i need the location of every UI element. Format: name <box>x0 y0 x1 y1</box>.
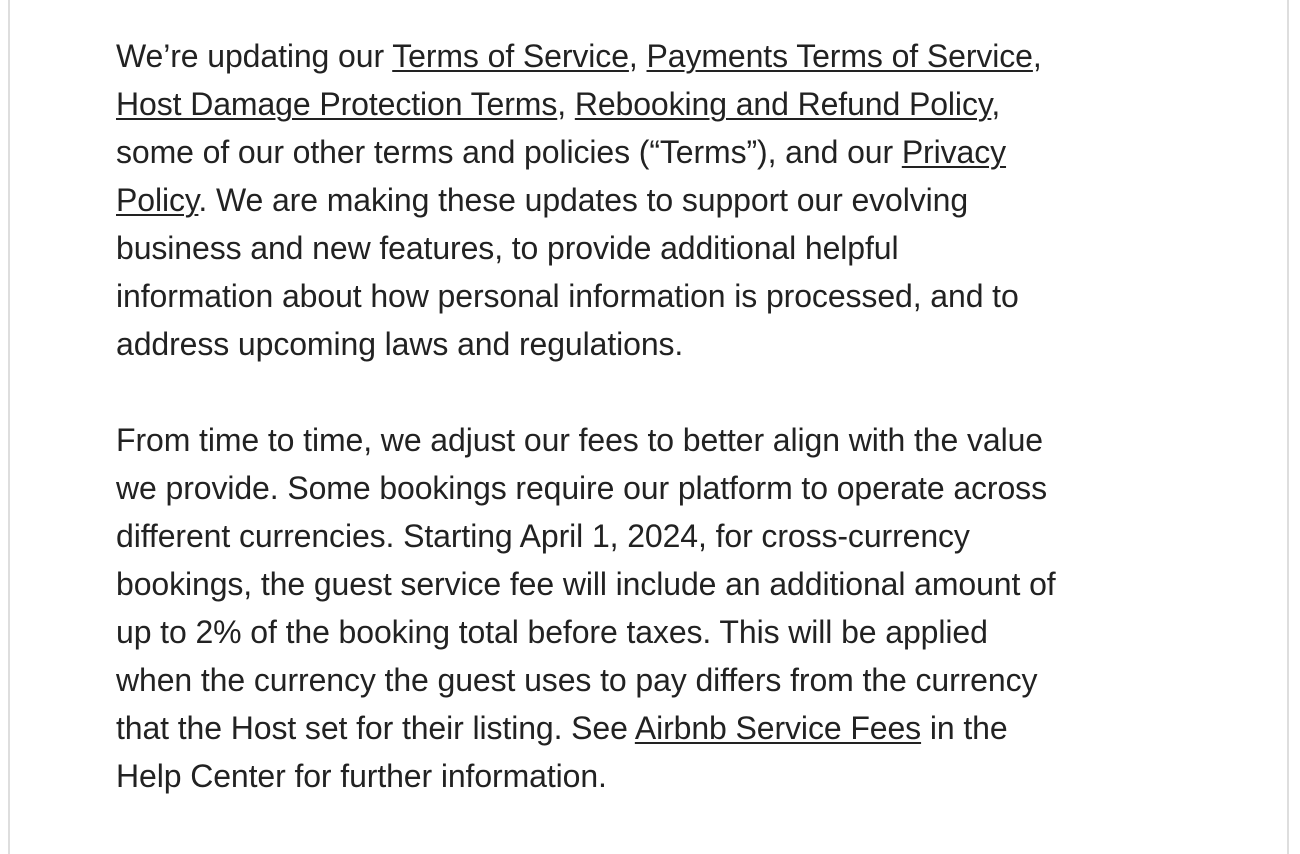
paragraph-fees <box>116 416 1056 800</box>
privacy-policy-link[interactable]: Policy <box>116 182 199 218</box>
email-body-frame <box>8 0 1289 854</box>
privacy-policy-link[interactable]: Privacy <box>901 134 1007 170</box>
email-content <box>116 32 1056 800</box>
text: , <box>557 86 575 122</box>
terms-of-service-link[interactable]: Terms of Service <box>392 38 629 74</box>
rebooking-refund-policy-link[interactable]: Rebooking and Refund Policy <box>574 86 992 122</box>
text-line: business and new features, to provide additional helpful <box>116 230 899 266</box>
paragraph-gap <box>116 368 1056 416</box>
text-line: different currencies. Starting April 1, 2024, for cross-currency <box>116 518 970 554</box>
text-line: we provide. Some bookings require our platform to operate across <box>116 470 1047 506</box>
text-line: Help Center for further information. <box>116 758 607 794</box>
text-line: address upcoming laws and regulations. <box>116 326 684 362</box>
payments-terms-link[interactable]: Payments Terms of Service <box>646 38 1033 74</box>
text: in the <box>921 710 1008 746</box>
text: We’re updating our <box>116 38 393 74</box>
airbnb-service-fees-link[interactable]: Airbnb Service Fees <box>634 710 922 746</box>
text: . We are making these updates to support our evolving <box>198 182 969 218</box>
text-line: bookings, the guest service fee will include an additional amount of <box>116 566 1056 602</box>
text-line: information about how personal information is processed, and to <box>116 278 1019 314</box>
text: that the Host set for their listing. See <box>116 710 635 746</box>
text-line: From time to time, we adjust our fees to better align with the value <box>116 422 1043 458</box>
paragraph-terms-update <box>116 32 1056 368</box>
text: some of our other terms and policies (“Terms”), and our <box>116 134 902 170</box>
text: , <box>1032 38 1042 74</box>
text-line: when the currency the guest uses to pay differs from the currency <box>116 662 1038 698</box>
text: , <box>628 38 647 74</box>
text: , <box>991 86 1001 122</box>
text-line: up to 2% of the booking total before taxes. This will be applied <box>116 614 988 650</box>
host-damage-protection-link[interactable]: Host Damage Protection Terms <box>116 86 558 122</box>
